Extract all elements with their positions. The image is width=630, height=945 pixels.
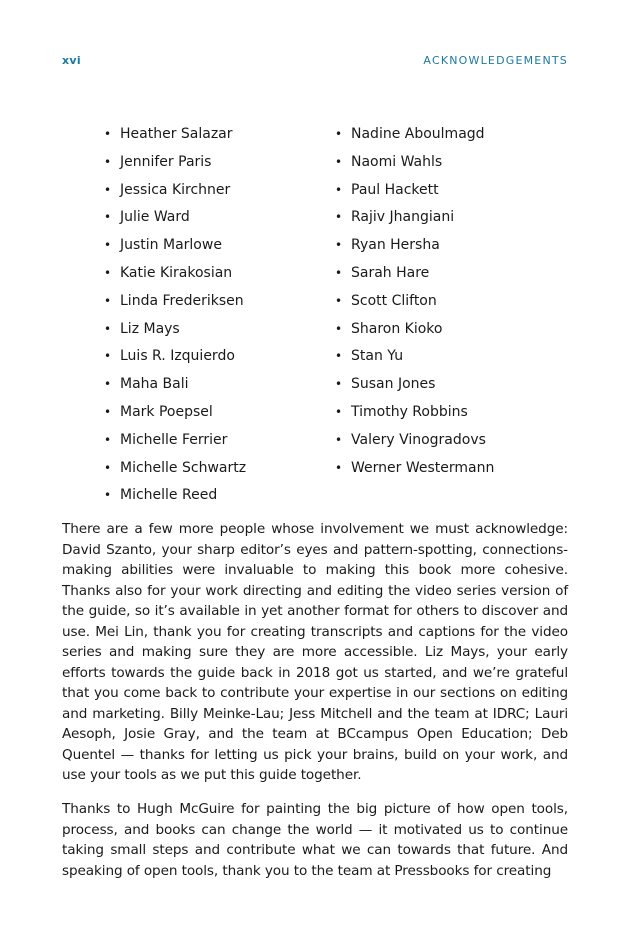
name-column-right xyxy=(335,124,494,485)
list-item-label: Timothy Robbins xyxy=(351,403,468,420)
bullet-icon: • xyxy=(335,432,343,447)
list-item-label: Michelle Reed xyxy=(120,487,218,504)
list-item xyxy=(335,374,494,402)
body-paragraph-1: There are a few more people whose involvement we must acknowledge: David Szanto, your sharp editor’s eyes and pattern-spotting, connections-making abilities were invaluable to making this book more cohesive. Thanks also for your work directing and editing the video series version of the guide, so it’s available in yet another format for others to discover and use. Mei Lin, thank you for creating transcripts and captions for the video series and making sure they are more accessible. Liz Mays, your early efforts towards the guide back in 2018 got us started, and we’re grateful that you come back to contribute your expertise in our sections on editing and marketing. Billy Meinke-Lau; Jess Mitchell and the team at IDRC; Lauri Aesoph, Josie Gray, and the team at BCcampus Open Education; Deb Quentel — thanks for letting us pick your brains, build on your work, and use your tools as we put this guide together. xyxy=(62,521,568,783)
list-item xyxy=(335,402,494,430)
list-item-label: Luis R. Izquierdo xyxy=(120,348,235,365)
list-item xyxy=(335,124,494,152)
list-item-label: Liz Mays xyxy=(120,320,180,337)
list-item-label: Jessica Kirchner xyxy=(120,181,231,198)
list-item xyxy=(104,180,246,208)
list-item xyxy=(335,346,494,374)
list-item-label: Valery Vinogradovs xyxy=(351,431,486,448)
bullet-icon: • xyxy=(104,321,112,336)
list-item-label: Rajiv Jhangiani xyxy=(351,209,455,226)
bullet-icon: • xyxy=(335,265,343,280)
list-item xyxy=(335,180,494,208)
bullet-icon: • xyxy=(104,293,112,308)
running-head: ACKNOWLEDGEMENTS xyxy=(423,54,568,67)
list-item xyxy=(104,485,246,513)
list-item xyxy=(104,458,246,486)
bullet-icon: • xyxy=(104,154,112,169)
bullet-icon: • xyxy=(104,460,112,475)
list-item xyxy=(104,124,246,152)
list-item xyxy=(335,291,494,319)
list-item-label: Ryan Hersha xyxy=(351,237,440,254)
list-item-label: Jennifer Paris xyxy=(120,153,212,170)
list-item xyxy=(104,291,246,319)
list-item-label: Julie Ward xyxy=(120,209,190,226)
list-item-label: Nadine Aboulmagd xyxy=(351,126,485,142)
list-item xyxy=(335,458,494,486)
bullet-icon: • xyxy=(104,404,112,419)
page-header xyxy=(62,54,568,70)
bullet-icon: • xyxy=(335,154,343,169)
bullet-icon: • xyxy=(104,377,112,392)
list-item-label: Stan Yu xyxy=(351,348,404,365)
bullet-icon: • xyxy=(104,127,112,141)
bullet-icon: • xyxy=(104,488,112,503)
bullet-icon: • xyxy=(104,238,112,253)
bullet-icon: • xyxy=(335,210,343,225)
list-item-label: Linda Frederiksen xyxy=(120,292,244,309)
list-item-label: Michelle Ferrier xyxy=(120,431,228,448)
list-item-label: Mark Poepsel xyxy=(120,403,213,420)
bullet-icon: • xyxy=(335,293,343,308)
bullet-icon: • xyxy=(335,460,343,475)
list-item xyxy=(104,346,246,374)
bullet-icon: • xyxy=(104,432,112,447)
list-item xyxy=(104,319,246,347)
bullet-icon: • xyxy=(335,238,343,253)
list-item-label: Katie Kirakosian xyxy=(120,264,233,281)
list-item xyxy=(104,235,246,263)
bullet-icon: • xyxy=(104,182,112,197)
body-paragraph-2: Thanks to Hugh McGuire for painting the big picture of how open tools, process, and books can change the world — it motivated us to continue taking small steps and contribute what we can towards that future. And speaking of open tools, thank you to the team at Pressbooks for creating xyxy=(62,801,568,879)
bullet-icon: • xyxy=(335,404,343,419)
list-item-label: Naomi Wahls xyxy=(351,153,443,170)
list-item xyxy=(335,207,494,235)
bullet-icon: • xyxy=(104,265,112,280)
list-item-label: Scott Clifton xyxy=(351,292,437,309)
bullet-icon: • xyxy=(104,210,112,225)
list-item xyxy=(335,235,494,263)
list-item-label: Sharon Kioko xyxy=(351,320,443,337)
list-item xyxy=(335,152,494,180)
list-item-label: Michelle Schwartz xyxy=(120,459,247,476)
list-item xyxy=(335,263,494,291)
list-item xyxy=(104,207,246,235)
bullet-icon: • xyxy=(335,127,343,141)
bullet-icon: • xyxy=(335,321,343,336)
list-item-label: Sarah Hare xyxy=(351,264,430,281)
list-item xyxy=(335,319,494,347)
page-number: xvi xyxy=(62,54,81,67)
list-item-label: Heather Salazar xyxy=(120,126,233,142)
list-item xyxy=(104,402,246,430)
bullet-icon: • xyxy=(335,182,343,197)
list-item xyxy=(104,430,246,458)
bullet-icon: • xyxy=(335,349,343,364)
list-item-label: Werner Westermann xyxy=(351,459,495,476)
list-item-label: Justin Marlowe xyxy=(120,237,222,254)
list-item-label: Paul Hackett xyxy=(351,181,439,198)
list-item-label: Susan Jones xyxy=(351,376,436,393)
list-item xyxy=(104,263,246,291)
list-item xyxy=(335,430,494,458)
name-column-left xyxy=(104,124,246,513)
bullet-icon: • xyxy=(104,349,112,364)
list-item-label: Maha Bali xyxy=(120,376,189,393)
bullet-icon: • xyxy=(335,377,343,392)
list-item xyxy=(104,152,246,180)
list-item xyxy=(104,374,246,402)
